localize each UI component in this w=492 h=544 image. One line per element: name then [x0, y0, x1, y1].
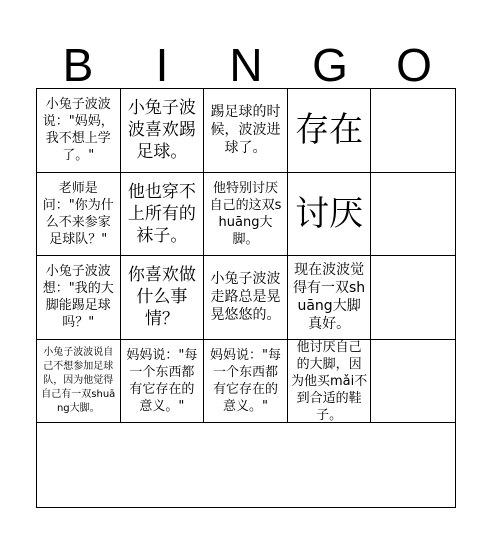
bingo-cell[interactable]	[371, 173, 455, 257]
bingo-cell[interactable]	[288, 173, 372, 257]
bingo-cell[interactable]	[37, 173, 121, 257]
bingo-cell[interactable]	[204, 256, 288, 340]
bingo-cell[interactable]	[121, 89, 205, 173]
bingo-cell[interactable]	[121, 340, 205, 424]
header-letter-g: G	[312, 39, 348, 91]
bingo-cell[interactable]	[204, 89, 288, 173]
cell-text: 小兔子波波说："妈妈，我不想上学了。"	[42, 97, 114, 164]
bingo-grid	[36, 88, 456, 508]
cell-text: 踢足球的时候，波波进球了。	[210, 104, 281, 157]
cell-text: 小兔子波波走路总是晃晃悠悠的。	[210, 271, 281, 324]
bingo-cell[interactable]	[371, 256, 455, 340]
cell-text: 老师是问："你为什么不来参家足球队？"	[42, 180, 114, 247]
cell-text: 讨厌	[295, 193, 364, 234]
cell-text: 小兔子波波想："我的大脚能踢足球吗？"	[42, 264, 114, 331]
bingo-cell[interactable]	[204, 173, 288, 257]
cell-text: 小兔子波波说自己不想参加足球队，因为他觉得自己有一双shuāng大脚。	[41, 347, 116, 415]
header-letter-o: O	[396, 39, 432, 91]
bingo-cell[interactable]	[121, 256, 205, 340]
bingo-cell[interactable]	[288, 89, 372, 173]
cell-text: 妈妈说："每一个东西都有它存在的意义。"	[210, 348, 281, 415]
cell-text: 妈妈说："每一个东西都有它存在的意义。"	[126, 348, 198, 415]
header-letter-i: I	[155, 39, 169, 91]
cell-text: 他特别讨厌自己的这双shuāng大脚。	[209, 180, 282, 247]
bingo-cell[interactable]	[37, 340, 121, 424]
cell-text: 小兔子波波喜欢踢足球。	[127, 98, 196, 163]
bingo-cell[interactable]	[37, 256, 121, 340]
cell-text: 现在波波觉得有一双shuāng大脚真好。	[293, 262, 366, 333]
bingo-cell[interactable]	[371, 89, 455, 173]
bingo-cell[interactable]	[204, 340, 288, 424]
bingo-cell[interactable]	[288, 256, 372, 340]
bingo-cell[interactable]	[371, 340, 455, 424]
bingo-cell[interactable]	[37, 89, 121, 173]
bingo-cell[interactable]	[288, 340, 372, 424]
cell-text: 你喜欢做什么事情？	[127, 265, 196, 330]
bingo-cell[interactable]	[121, 173, 205, 257]
cell-text: 他也穿不上所有的袜子。	[127, 181, 196, 246]
header-letter-n: N	[229, 39, 263, 91]
header-letter-b: B	[62, 39, 94, 91]
cell-text: 存在	[295, 110, 364, 151]
cell-text: 他讨厌自己的大脚，因为他买mǎi不到合适的鞋子。	[290, 339, 368, 423]
